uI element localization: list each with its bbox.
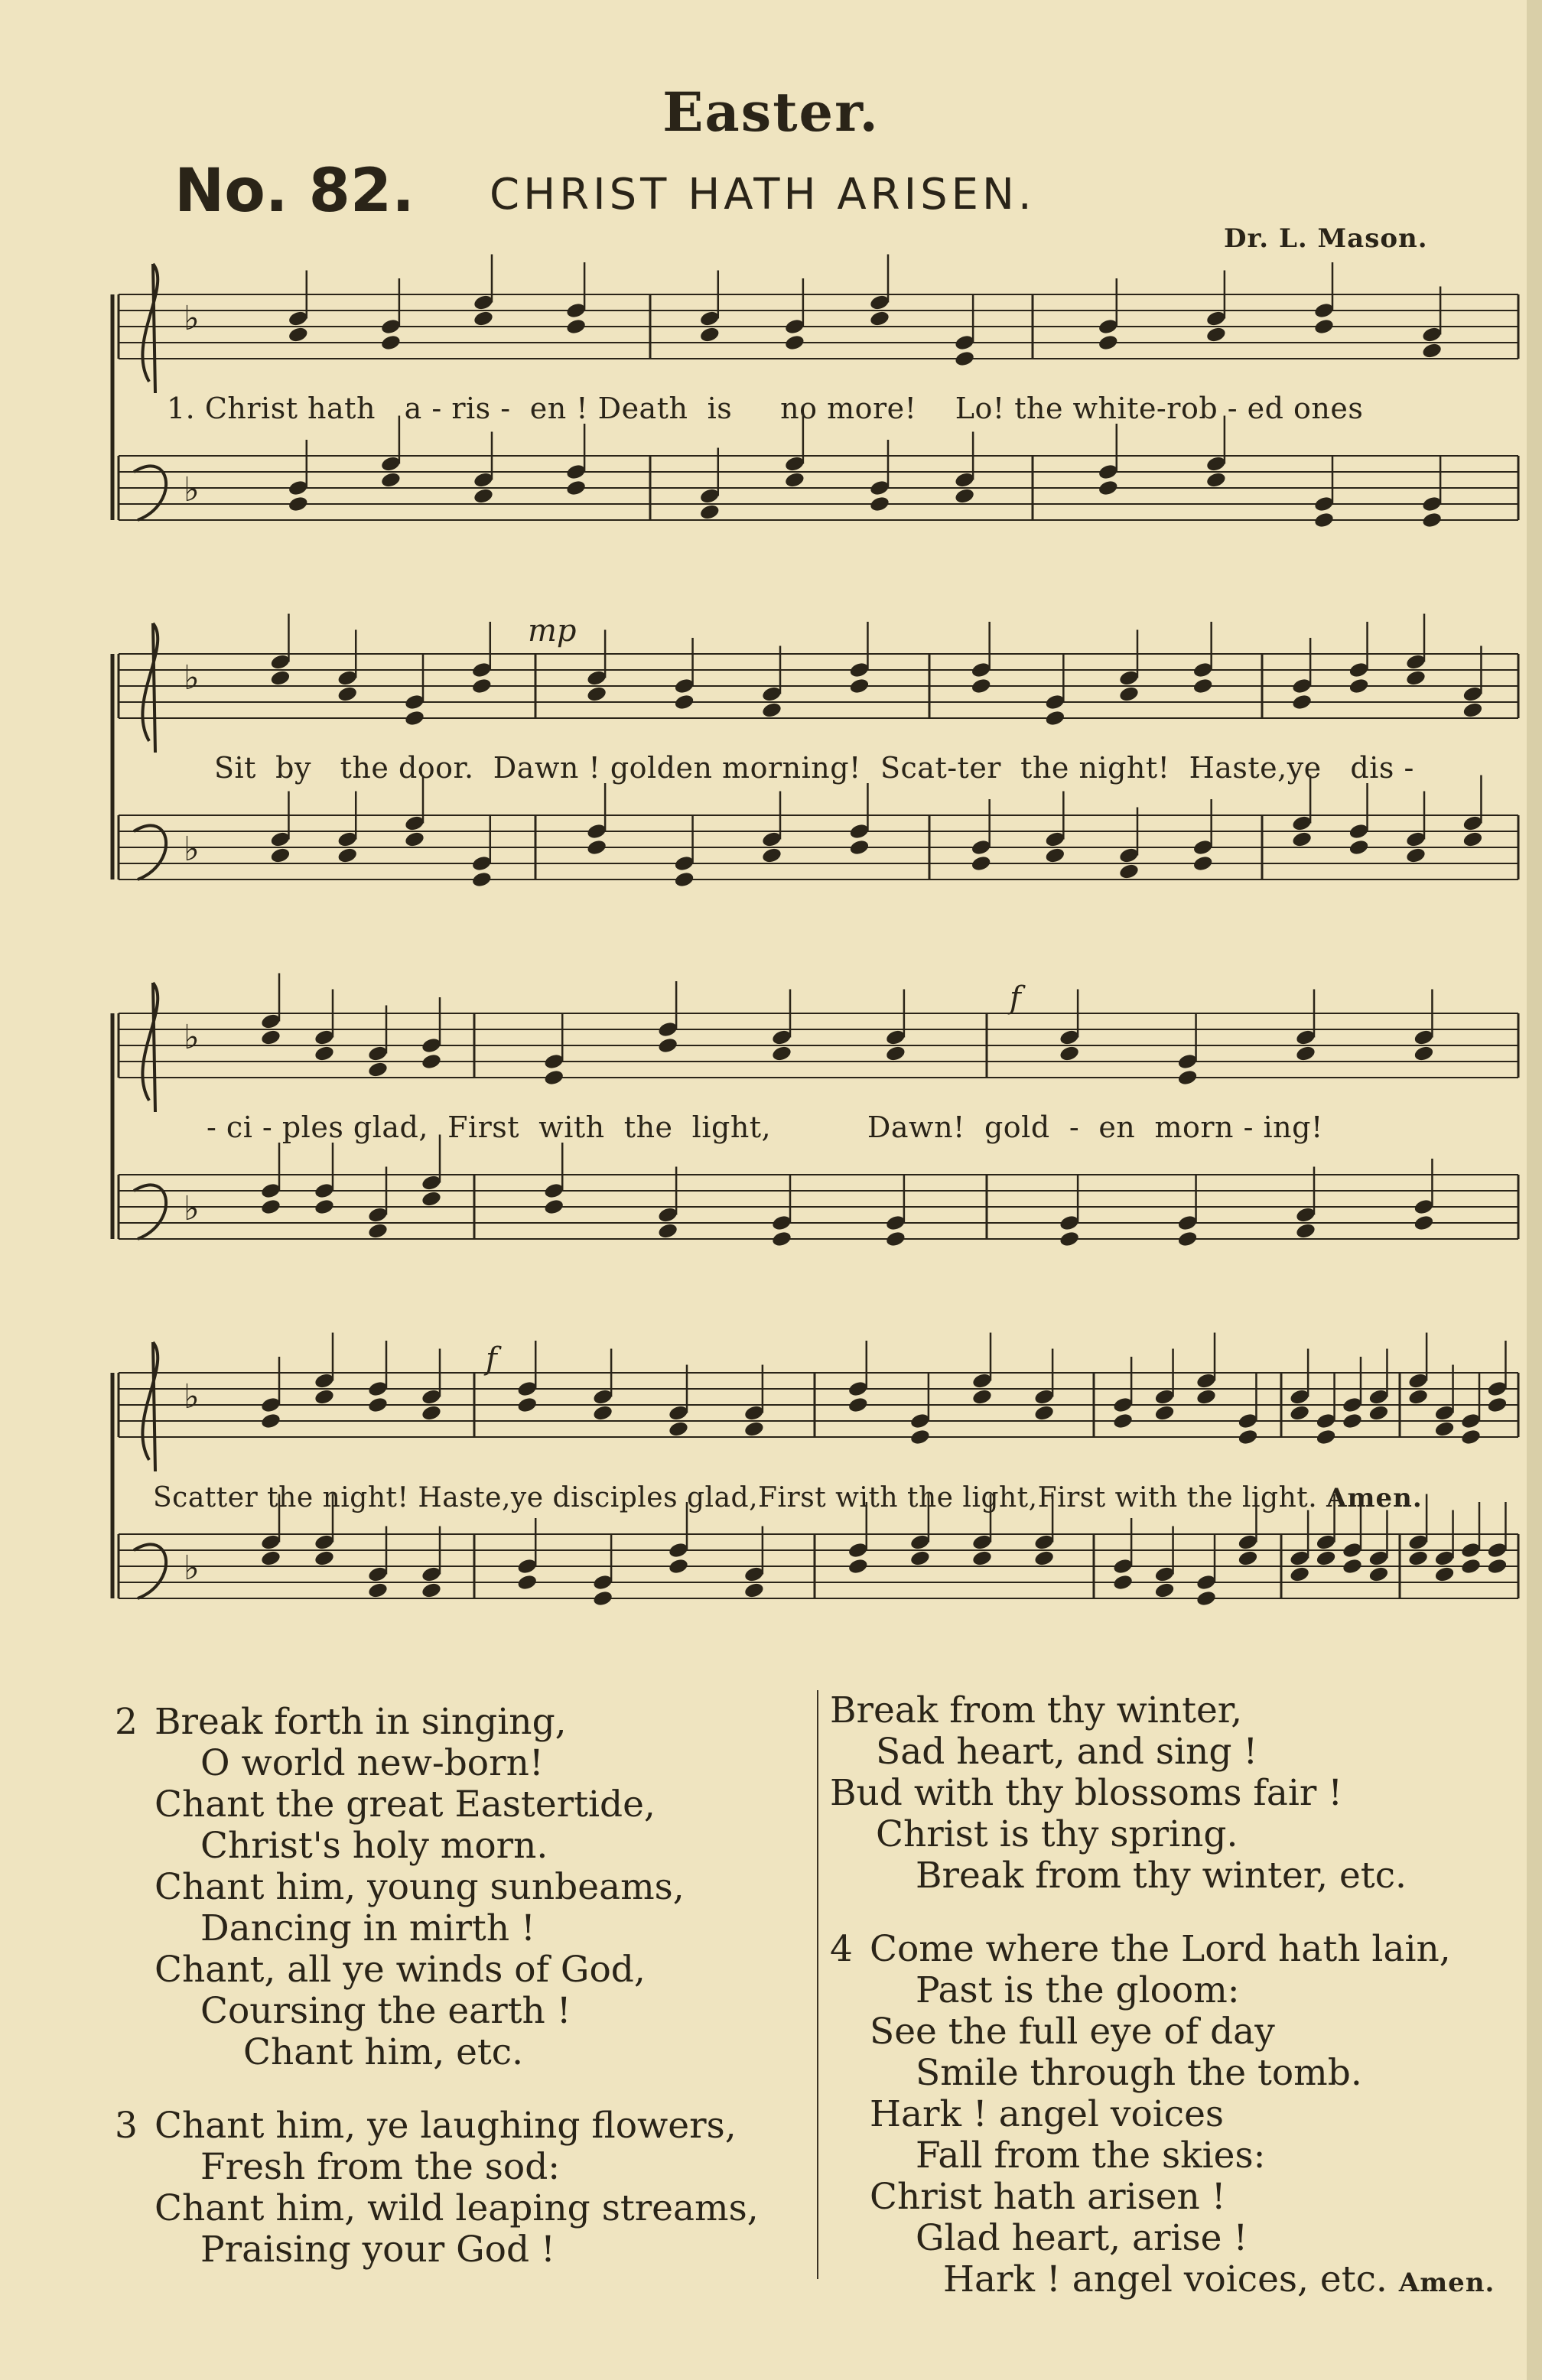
verse-line: Chant him, etc. bbox=[243, 2031, 524, 2073]
note-head bbox=[260, 1198, 281, 1215]
verse-line: Fresh from the sod: bbox=[200, 2146, 561, 2188]
note-head bbox=[699, 326, 721, 343]
note-head bbox=[380, 471, 402, 489]
note-head bbox=[367, 1396, 389, 1413]
note-head bbox=[565, 479, 587, 496]
verse-line: Past is the gloom: bbox=[916, 1969, 1240, 2011]
flat-sign: ♭ bbox=[184, 470, 200, 509]
verse-line: Break from thy winter, etc. bbox=[916, 1855, 1407, 1897]
note-head bbox=[314, 1045, 335, 1062]
flat-sign: ♭ bbox=[184, 1018, 200, 1058]
note-head bbox=[337, 685, 358, 703]
verse-line: O world new-born! bbox=[200, 1742, 544, 1784]
note-head bbox=[668, 1557, 689, 1575]
note-head bbox=[1486, 1557, 1508, 1575]
note-head bbox=[1486, 1396, 1508, 1413]
verse-line: 3 Chant him, ye laughing flowers, bbox=[115, 2105, 737, 2147]
verse-number: 3 bbox=[115, 2105, 138, 2147]
note-head bbox=[1313, 317, 1335, 335]
note-head bbox=[909, 1428, 931, 1445]
note-head bbox=[1205, 471, 1227, 489]
flat-sign: ♭ bbox=[184, 1377, 200, 1417]
note-head bbox=[848, 677, 870, 694]
lyric-line-1: 1. Christ hath a - ris - en ! Death is no more! Lo! the white-rob - ed ones bbox=[167, 392, 1364, 425]
verse-line: Chant him, young sunbeams, bbox=[155, 1866, 685, 1908]
dynamic-marking: f bbox=[486, 1341, 497, 1377]
verse-line: Sad heart, and sing ! bbox=[876, 1731, 1258, 1773]
verse-line: Glad heart, arise ! bbox=[916, 2217, 1248, 2259]
note-head bbox=[471, 677, 493, 694]
note-head bbox=[1033, 1404, 1055, 1422]
note-head bbox=[1154, 1404, 1176, 1422]
flat-sign: ♭ bbox=[184, 829, 200, 869]
note-head bbox=[269, 847, 291, 864]
note-head bbox=[260, 1029, 281, 1046]
verse-line: Bud with thy blossoms fair ! bbox=[830, 1772, 1343, 1814]
note-head bbox=[260, 1549, 281, 1567]
note-head bbox=[404, 831, 425, 848]
note-head bbox=[592, 1589, 613, 1607]
note-head bbox=[1044, 709, 1065, 727]
note-head bbox=[473, 487, 494, 505]
note-head bbox=[761, 701, 782, 719]
verse-line: 2 Break forth in singing, bbox=[115, 1701, 567, 1743]
note-head bbox=[288, 495, 309, 512]
verse-line: Praising your God ! bbox=[200, 2229, 555, 2271]
hymn-title: CHRIST HATH ARISEN. bbox=[490, 170, 1036, 219]
note-head bbox=[1291, 693, 1313, 710]
note-head bbox=[421, 1582, 442, 1599]
treble-clef-icon bbox=[142, 264, 158, 393]
note-head bbox=[1462, 701, 1483, 719]
note-head bbox=[869, 495, 890, 512]
note-head bbox=[1192, 677, 1214, 694]
note-head bbox=[674, 693, 695, 710]
note-head bbox=[1348, 677, 1370, 694]
note-head bbox=[586, 685, 607, 703]
verse-line: Chant the great Eastertide, bbox=[155, 1783, 656, 1826]
verse-line: Hark ! angel voices, etc. Amen. bbox=[943, 2258, 1495, 2300]
note-head bbox=[771, 1045, 792, 1062]
note-head bbox=[699, 503, 721, 521]
note-head bbox=[1112, 1573, 1134, 1591]
note-head bbox=[1289, 1566, 1310, 1583]
verse-line: 4 Come where the Lord hath lain, bbox=[830, 1928, 1451, 1970]
note-head bbox=[971, 854, 992, 872]
verse-number: 4 bbox=[830, 1928, 853, 1970]
note-head bbox=[1316, 1549, 1337, 1567]
note-head bbox=[657, 1036, 678, 1054]
note-head bbox=[954, 350, 975, 367]
note-head bbox=[1368, 1404, 1389, 1422]
verses-right-column bbox=[830, 1690, 1495, 2336]
note-head bbox=[288, 326, 309, 343]
note-head bbox=[1434, 1420, 1456, 1438]
note-head bbox=[847, 1396, 869, 1413]
page-edge bbox=[1527, 0, 1542, 2380]
verse-line: Break from thy winter, bbox=[830, 1689, 1243, 1731]
note-head bbox=[1434, 1566, 1456, 1583]
note-head bbox=[269, 669, 291, 687]
note-head bbox=[1154, 1582, 1176, 1599]
note-head bbox=[1295, 1045, 1316, 1062]
note-head bbox=[1313, 511, 1335, 528]
note-head bbox=[1405, 847, 1427, 864]
verse-line: Fall from the skies: bbox=[916, 2135, 1266, 2177]
bass-clef-icon bbox=[134, 825, 166, 879]
note-head bbox=[421, 1404, 442, 1422]
note-head bbox=[592, 1404, 613, 1422]
note-head bbox=[1421, 342, 1443, 359]
note-head bbox=[1118, 685, 1140, 703]
verse-3 bbox=[115, 2105, 759, 2271]
note-head bbox=[1059, 1230, 1080, 1247]
note-head bbox=[367, 1222, 389, 1240]
verse-line: Christ's holy morn. bbox=[200, 1825, 548, 1867]
column-divider bbox=[817, 1690, 818, 2279]
note-head bbox=[657, 1222, 678, 1240]
note-head bbox=[586, 838, 607, 856]
note-head bbox=[1460, 1428, 1482, 1445]
verse-line: Christ is thy spring. bbox=[876, 1813, 1238, 1855]
note-head bbox=[1059, 1045, 1080, 1062]
note-head bbox=[1237, 1549, 1258, 1567]
note-head bbox=[1205, 326, 1227, 343]
flat-sign: ♭ bbox=[184, 658, 200, 698]
hymn-number: No. 82. bbox=[174, 157, 415, 226]
flat-sign: ♭ bbox=[184, 1548, 200, 1588]
verse-line: See the full eye of day bbox=[870, 2011, 1275, 2053]
note-head bbox=[885, 1045, 906, 1062]
section-heading: Easter. bbox=[662, 80, 880, 144]
bass-clef-icon bbox=[134, 1544, 166, 1598]
note-head bbox=[314, 1388, 335, 1406]
note-head bbox=[516, 1573, 538, 1591]
note-head bbox=[954, 487, 975, 505]
note-head bbox=[1177, 1068, 1199, 1086]
note-head bbox=[1291, 831, 1313, 848]
note-head bbox=[1033, 1549, 1055, 1567]
note-head bbox=[885, 1230, 906, 1247]
verse-2 bbox=[115, 1702, 759, 2073]
treble-clef-icon bbox=[142, 623, 158, 753]
note-head bbox=[761, 847, 782, 864]
note-head bbox=[1405, 669, 1427, 687]
note-head bbox=[1098, 333, 1119, 351]
note-head bbox=[1421, 511, 1443, 528]
lyric-line-4 bbox=[153, 1482, 1423, 1514]
note-head bbox=[543, 1068, 564, 1086]
note-head bbox=[909, 1549, 931, 1567]
note-head bbox=[314, 1198, 335, 1215]
verse-line: Hark ! angel voices bbox=[870, 2093, 1225, 2135]
note-head bbox=[668, 1420, 689, 1438]
lyric-line-3: - ci - ples glad, First with the light, Dawn! gold - en morn - ing! bbox=[207, 1110, 1323, 1144]
verse-number: 2 bbox=[115, 1701, 138, 1743]
note-head bbox=[314, 1549, 335, 1567]
note-head bbox=[784, 333, 805, 351]
note-head bbox=[1407, 1549, 1429, 1567]
note-head bbox=[1237, 1428, 1258, 1445]
note-head bbox=[1407, 1388, 1429, 1406]
verse-line: Chant him, wild leaping streams, bbox=[155, 2187, 759, 2229]
dynamic-marking: f bbox=[1010, 980, 1021, 1016]
note-head bbox=[260, 1412, 281, 1429]
note-head bbox=[367, 1061, 389, 1078]
verses-left-column bbox=[115, 1702, 759, 2303]
note-head bbox=[516, 1396, 538, 1413]
note-head bbox=[1177, 1230, 1199, 1247]
note-head bbox=[473, 310, 494, 327]
flat-sign: ♭ bbox=[184, 299, 200, 339]
note-head bbox=[1196, 1589, 1217, 1607]
note-head bbox=[1289, 1404, 1310, 1422]
treble-clef-icon bbox=[142, 983, 158, 1112]
note-head bbox=[847, 1557, 869, 1575]
verse-3-continued bbox=[830, 1690, 1495, 1897]
note-head bbox=[1342, 1557, 1363, 1575]
note-head bbox=[1044, 847, 1065, 864]
composer-credit: Dr. L. Mason. bbox=[1224, 223, 1428, 254]
amen-label: Amen. bbox=[1326, 1483, 1423, 1514]
note-head bbox=[1118, 863, 1140, 880]
flat-sign: ♭ bbox=[184, 1188, 200, 1228]
verse-4 bbox=[830, 1929, 1495, 2304]
note-head bbox=[1196, 1388, 1217, 1406]
note-head bbox=[1112, 1412, 1134, 1429]
lyric-line-4-text: Scatter the night! Haste,ye disciples glad,First with the light,First with the light. bbox=[153, 1482, 1318, 1514]
bass-clef-icon bbox=[134, 466, 166, 520]
note-head bbox=[971, 1549, 993, 1567]
amen-label: Amen. bbox=[1398, 2268, 1495, 2298]
note-head bbox=[1462, 831, 1483, 848]
note-head bbox=[743, 1420, 765, 1438]
note-head bbox=[1348, 838, 1370, 856]
verse-line: Dancing in mirth ! bbox=[200, 1907, 535, 1949]
note-head bbox=[1342, 1412, 1363, 1429]
bass-clef-icon bbox=[134, 1185, 166, 1239]
note-head bbox=[771, 1230, 792, 1247]
note-head bbox=[784, 471, 805, 489]
note-head bbox=[971, 677, 992, 694]
verse-line: Chant, all ye winds of God, bbox=[155, 1949, 646, 1991]
note-head bbox=[1413, 1214, 1434, 1231]
note-head bbox=[543, 1198, 564, 1215]
note-head bbox=[1295, 1222, 1316, 1240]
note-head bbox=[1413, 1045, 1434, 1062]
note-head bbox=[1460, 1557, 1482, 1575]
note-head bbox=[848, 838, 870, 856]
note-head bbox=[743, 1582, 765, 1599]
note-head bbox=[404, 709, 425, 727]
verse-line: Christ hath arisen ! bbox=[870, 2176, 1226, 2218]
treble-clef-icon bbox=[142, 1342, 158, 1471]
note-head bbox=[971, 1388, 993, 1406]
note-head bbox=[1368, 1566, 1389, 1583]
note-head bbox=[421, 1190, 442, 1208]
lyric-line-2: Sit by the door. Dawn ! golden morning! Scat-ter the night! Haste,ye dis - bbox=[214, 751, 1414, 785]
note-head bbox=[1192, 854, 1214, 872]
note-head bbox=[1316, 1428, 1337, 1445]
note-head bbox=[421, 1052, 442, 1070]
note-head bbox=[380, 333, 402, 351]
note-head bbox=[674, 870, 695, 888]
verse-line: Smile through the tomb. bbox=[916, 2052, 1362, 2094]
note-head bbox=[565, 317, 587, 335]
note-head bbox=[1098, 479, 1119, 496]
dynamic-marking: mp bbox=[528, 613, 577, 649]
note-head bbox=[869, 310, 890, 327]
note-head bbox=[337, 847, 358, 864]
note-head bbox=[367, 1582, 389, 1599]
note-head bbox=[471, 870, 493, 888]
verse-line: Coursing the earth ! bbox=[200, 1990, 571, 2032]
